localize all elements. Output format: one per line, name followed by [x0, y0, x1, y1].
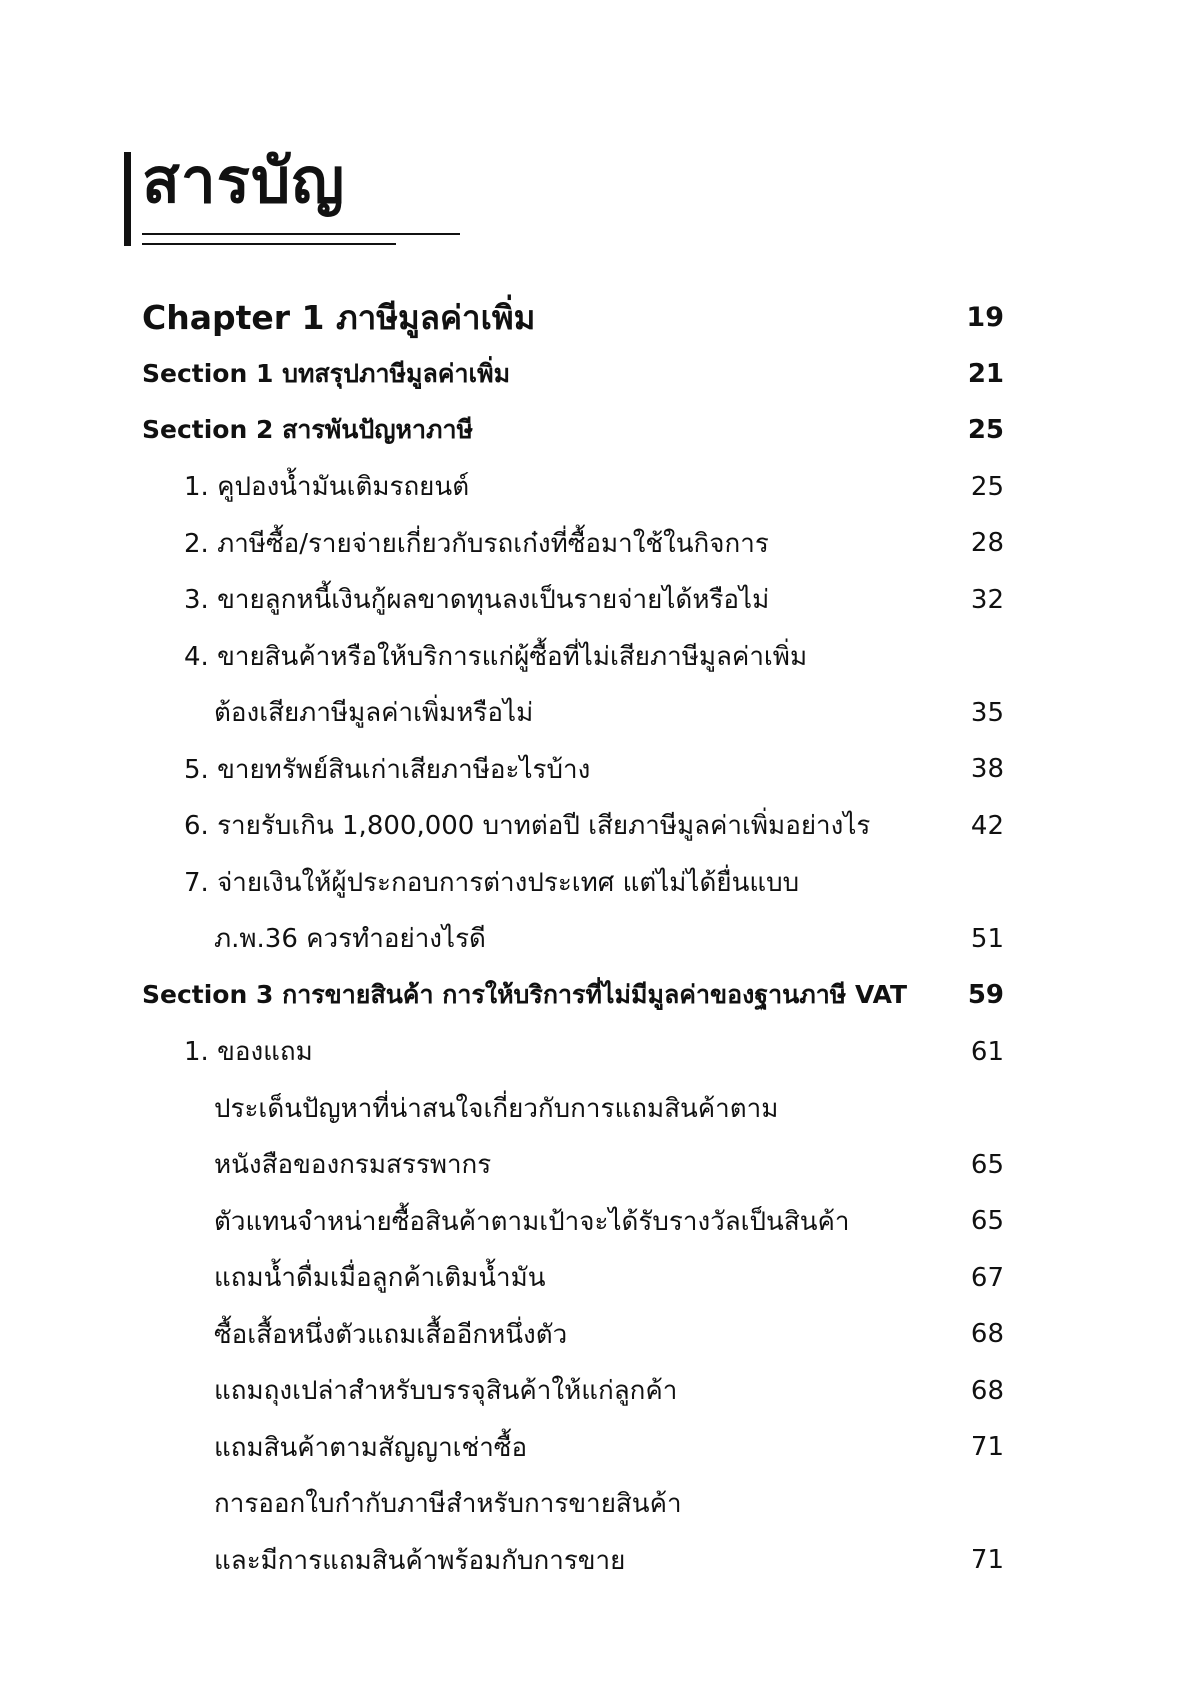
- toc-label: 2. ภาษีซื้อ/รายจ่ายเกี่ยวกับรถเก๋งที่ซื้อมาใช้ในกิจการ: [184, 528, 769, 559]
- toc-label: แถมถุงเปล่าสำหรับบรรจุสินค้าให้แก่ลูกค้า: [214, 1376, 678, 1407]
- toc-label: Section 3 การขายสินค้า การให้บริการที่ไม่มีมูลค่าของฐานภาษี VAT: [142, 980, 908, 1010]
- toc-subitem: [142, 1532, 1004, 1589]
- toc-label: 3. ขายลูกหนี้เงินกู้ผลขาดทุนลงเป็นรายจ่ายได้หรือไม่: [184, 585, 770, 616]
- toc-page-number: 71: [970, 1432, 1004, 1463]
- toc-item: [142, 515, 1004, 572]
- toc-section-3: [142, 967, 1004, 1024]
- toc-item: [142, 1024, 1004, 1081]
- toc-subitem: [142, 1476, 1004, 1533]
- toc-page-number: 25: [970, 471, 1004, 502]
- toc-label: การออกใบกำกับภาษีสำหรับการขายสินค้า: [214, 1489, 682, 1520]
- toc-page-number: 42: [970, 810, 1004, 841]
- heading-accent-bar: [124, 152, 131, 246]
- toc-page-number: 67: [970, 1262, 1004, 1293]
- toc-subitem: [142, 1306, 1004, 1363]
- toc-label: 5. ขายทรัพย์สินเก่าเสียภาษีอะไรบ้าง: [184, 754, 591, 785]
- toc-page-number: 71: [970, 1545, 1004, 1576]
- toc-page-number: 35: [970, 697, 1004, 728]
- toc-label: ภ.พ.36 ควรทำอย่างไรดี: [214, 924, 486, 955]
- toc-label: Chapter 1 ภาษีมูลค่าเพิ่ม: [142, 297, 536, 337]
- toc-label: Section 2 สารพันปัญหาภาษี: [142, 415, 474, 445]
- toc-label: ต้องเสียภาษีมูลค่าเพิ่มหรือไม่: [214, 698, 534, 729]
- toc-page-number: 68: [970, 1375, 1004, 1406]
- toc-label: แถมสินค้าตามสัญญาเช่าซื้อ: [214, 1432, 528, 1463]
- toc-subitem: [142, 1419, 1004, 1476]
- toc-label: 1. คูปองน้ำมันเติมรถยนต์: [184, 472, 470, 503]
- toc-label: 1. ของแถม: [184, 1037, 313, 1068]
- page-title: สารบัญ: [142, 144, 346, 217]
- toc-label: 6. รายรับเกิน 1,800,000 บาทต่อปี เสียภาษีมูลค่าเพิ่มอย่างไร: [184, 811, 871, 842]
- toc-page-number: 28: [970, 528, 1004, 559]
- toc-page-number: 59: [967, 980, 1004, 1011]
- toc-page-number: 32: [970, 584, 1004, 615]
- toc-subitem: [142, 1080, 1004, 1137]
- title-underline-long: [142, 233, 460, 235]
- toc-subitem: [142, 1137, 1004, 1194]
- toc-page-number: 38: [970, 754, 1004, 785]
- toc-page-number: 25: [967, 415, 1004, 446]
- toc-label: แถมน้ำดื่มเมื่อลูกค้าเติมน้ำมัน: [214, 1263, 546, 1294]
- toc-page-number: 51: [970, 923, 1004, 954]
- toc-subitem: [142, 1193, 1004, 1250]
- toc-page-number: 21: [967, 358, 1004, 389]
- toc-section-1: [142, 346, 1004, 403]
- toc-label: ประเด็นปัญหาที่น่าสนใจเกี่ยวกับการแถมสินค้าตาม: [214, 1093, 779, 1124]
- toc-item-continuation: [142, 685, 1004, 742]
- toc-page-number: 65: [970, 1149, 1004, 1180]
- table-of-contents: [142, 289, 1004, 1589]
- toc-page-number: 68: [970, 1319, 1004, 1350]
- toc-item: [142, 572, 1004, 629]
- toc-subitem: [142, 1363, 1004, 1420]
- toc-page-number: 61: [970, 1036, 1004, 1067]
- toc-label: ซื้อเสื้อหนึ่งตัวแถมเสื้ออีกหนึ่งตัว: [214, 1319, 568, 1350]
- toc-label: 4. ขายสินค้าหรือให้บริการแก่ผู้ซื้อที่ไม่เสียภาษีมูลค่าเพิ่ม: [184, 641, 808, 672]
- toc-label: Section 1 บทสรุปภาษีมูลค่าเพิ่ม: [142, 358, 511, 388]
- title-underline-short: [142, 243, 396, 245]
- toc-page-number: 65: [970, 1206, 1004, 1237]
- toc-item: [142, 798, 1004, 855]
- toc-item: [142, 628, 1004, 685]
- toc-label: และมีการแถมสินค้าพร้อมกับการขาย: [214, 1545, 626, 1576]
- toc-label: หนังสือของกรมสรรพากร: [214, 1150, 492, 1181]
- toc-label: ตัวแทนจำหน่ายซื้อสินค้าตามเป้าจะได้รับรางวัลเป็นสินค้า: [214, 1206, 850, 1237]
- toc-item: [142, 741, 1004, 798]
- toc-page-number: 19: [966, 301, 1004, 333]
- toc-item: [142, 459, 1004, 516]
- toc-chapter-1: [142, 289, 1004, 346]
- toc-label: 7. จ่ายเงินให้ผู้ประกอบการต่างประเทศ แต่ไม่ได้ยื่นแบบ: [184, 867, 800, 898]
- toc-item-continuation: [142, 911, 1004, 968]
- toc-section-2: [142, 402, 1004, 459]
- toc-subitem: [142, 1250, 1004, 1307]
- toc-item: [142, 854, 1004, 911]
